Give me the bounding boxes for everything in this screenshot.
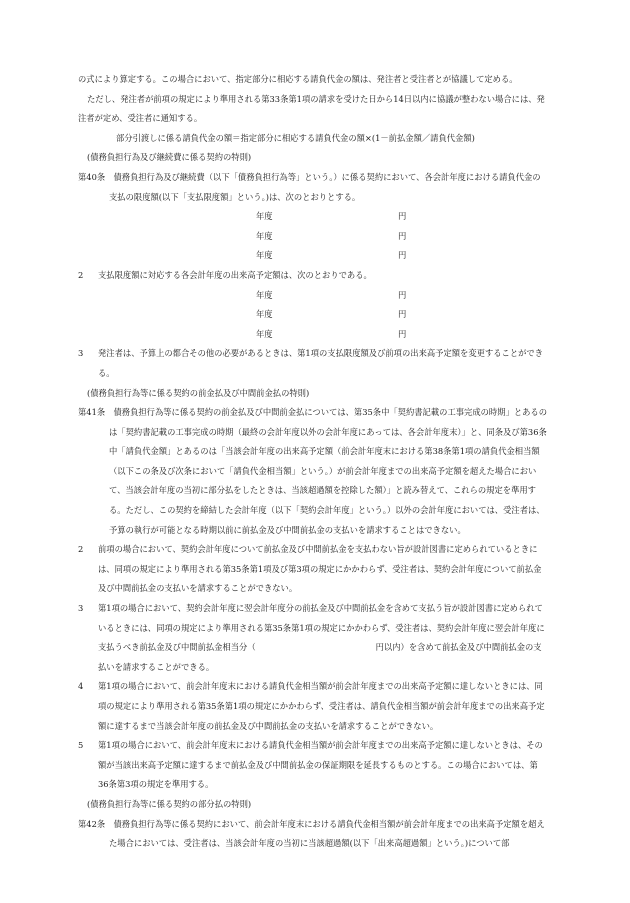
clause-number: 3 bbox=[78, 603, 84, 614]
article-41-heading: (債務負担行為等に係る契約の前金払及び中間前金払の特則) bbox=[87, 387, 310, 398]
payment-limit-table bbox=[78, 207, 548, 266]
yen-label: 円 bbox=[398, 309, 407, 320]
yen-label: 円 bbox=[398, 211, 407, 222]
article-42 bbox=[78, 815, 548, 854]
fiscal-year-label: 年度 bbox=[256, 309, 273, 320]
paragraph-continuation: の式により算定する。この場合において、指定部分に相応する請負代金の額は、発注者と受注者とが協議して定める。 bbox=[78, 74, 518, 84]
clause-text: 発注者は、予算上の都合その他の必要があるときは、第1項の支払限度額及び前項の出来高予定額を変更することができる。 bbox=[98, 348, 544, 378]
table-row bbox=[78, 325, 548, 345]
formula-line: 部分引渡しに係る請負代金の額＝指定部分に相応する請負代金の額×(1－前払金額／請負代金額) bbox=[116, 132, 475, 143]
article-41-label: 第41条 bbox=[78, 407, 106, 418]
paragraph-proviso: ただし、発注者が前項の規定により準用される第33条第1項の請求を受けた日から14日以内に協議が整わない場合には、発注者が定め、受注者に通知する。 bbox=[78, 93, 545, 124]
clause-number: 4 bbox=[78, 681, 84, 692]
article-41-clause-4 bbox=[78, 677, 548, 736]
clause-number: 2 bbox=[78, 269, 84, 280]
fiscal-year-label: 年度 bbox=[256, 250, 273, 261]
table-row bbox=[78, 286, 548, 306]
table-row bbox=[78, 246, 548, 266]
article-42-text: 債務負担行為等に係る契約において、前会計年度末における請負代金相当額が前会計年度までの出来高予定額を超えた場合においては、受注者は、当該会計年度の当初に当該超過額(以下「出来高超過額」という。)について部 bbox=[109, 818, 545, 849]
article-40-clause-3 bbox=[78, 344, 548, 383]
table-row bbox=[78, 207, 548, 227]
clause-number: 3 bbox=[78, 348, 84, 359]
article-41-clause-2 bbox=[78, 540, 548, 599]
table-row bbox=[78, 305, 548, 325]
article-40 bbox=[78, 168, 548, 207]
article-41 bbox=[78, 403, 548, 540]
article-42-label: 第42条 bbox=[78, 818, 106, 829]
fiscal-year-label: 年度 bbox=[256, 230, 273, 241]
article-40-label: 第40条 bbox=[78, 171, 106, 182]
article-40-clause-2 bbox=[78, 266, 548, 286]
fiscal-year-label: 年度 bbox=[256, 328, 273, 339]
yen-label: 円 bbox=[398, 230, 407, 241]
fiscal-year-label: 年度 bbox=[256, 289, 273, 300]
yen-label: 円 bbox=[398, 289, 407, 300]
table-row bbox=[78, 227, 548, 247]
article-42-heading: (債務負担行為等に係る契約の部分払の特則) bbox=[87, 798, 252, 809]
article-41-clause-3 bbox=[78, 599, 548, 677]
planned-output-table bbox=[78, 286, 548, 345]
clause-text: 支払限度額に対応する各会計年度の出来高予定額は、次のとおりである。 bbox=[98, 269, 372, 280]
article-40-text: 債務負担行為及び継続費（以下「債務負担行為等」という。）に係る契約において、各会計年度における請負代金の支払の限度額(以下「支払限度額」という。)は、次のとおりとする。 bbox=[109, 171, 541, 202]
article-40-heading: (債務負担行為及び継続費に係る契約の特則) bbox=[87, 152, 252, 163]
article-41-clause-5 bbox=[78, 736, 548, 795]
clause-text: 第1項の場合において、前会計年度末における請負代金相当額が前会計年度までの出来高予定額に達しないときは、その額が当該出来高予定額に達するまで前払金及び中間前払金の保証期限を延長するものとする。この場合においては、第36条第3項の規定を準用する。 bbox=[98, 740, 543, 790]
yen-label: 円 bbox=[398, 328, 407, 339]
clause-text: 第1項の場合において、前会計年度末における請負代金相当額が前会計年度までの出来高予定額に達しないときには、同項の規定により準用される第35条第1項の規定にかかわらず、受注者は、請負代金相当額が前会計年度までの出来高予定額に達するまで当該会計年度の前払金及び中間前払金の支払いを請求することができない。 bbox=[98, 681, 545, 731]
clause-text-a: 第1項の場合において、契約会計年度に翌会計年度分の前払金及び中間前払金を含めて支払う旨が設計図書に定められているときには、同項の規定により準用される第35条第1項の規定にかかわらず、受注者は、契約会計年度に翌会計年度に支払うべき前払金及び中間前払金相当分（ bbox=[98, 603, 545, 653]
fiscal-year-label: 年度 bbox=[256, 211, 273, 222]
clause-number: 5 bbox=[78, 740, 84, 751]
clause-text-b: 円以内）を含めて前払金及び中間前払金の支払いを請求することができる。 bbox=[98, 642, 542, 672]
clause-text: 前項の場合において、契約会計年度について前払金及び中間前払金を支払わない旨が設計図書に定められているときには、同項の規定により準用される第35条第1項及び第3項の規定にかかわらず、受注者は、契約会計年度について前払金及び中間前払金の支払いを請求することができない。 bbox=[98, 544, 542, 594]
document-body bbox=[78, 70, 548, 854]
article-41-text: 債務負担行為等に係る契約の前金払及び中間前金払については、第35条中「契約書記載の工事完成の時期」とあるのは「契約書記載の工事完成の時期（最終の会計年度以外の会計年度にあっては、各会計年度末）」と、同条及び第36条中「請負代金額」とあるのは「当該会計年度の出来高予定額（前会計年度末における第38条第1項の請負代金相当額（以下この条及び次条において「請負代金相当額」という。）が前会計年度までの出来高予定額を超えた場合において、当該会計年度の当初に部分払をしたときは、当該超過額を控除した額）」と読み替えて、これらの規定を準用する。ただし、この契約を締結した会計年度（以下「契約会計年度」という。）以外の会計年度においては、受注者は、予算の執行が可能となる時期以前に前払金及び中間前払金の支払いを請求することはできない。 bbox=[109, 407, 548, 535]
clause-number: 2 bbox=[78, 544, 84, 555]
yen-label: 円 bbox=[398, 250, 407, 261]
